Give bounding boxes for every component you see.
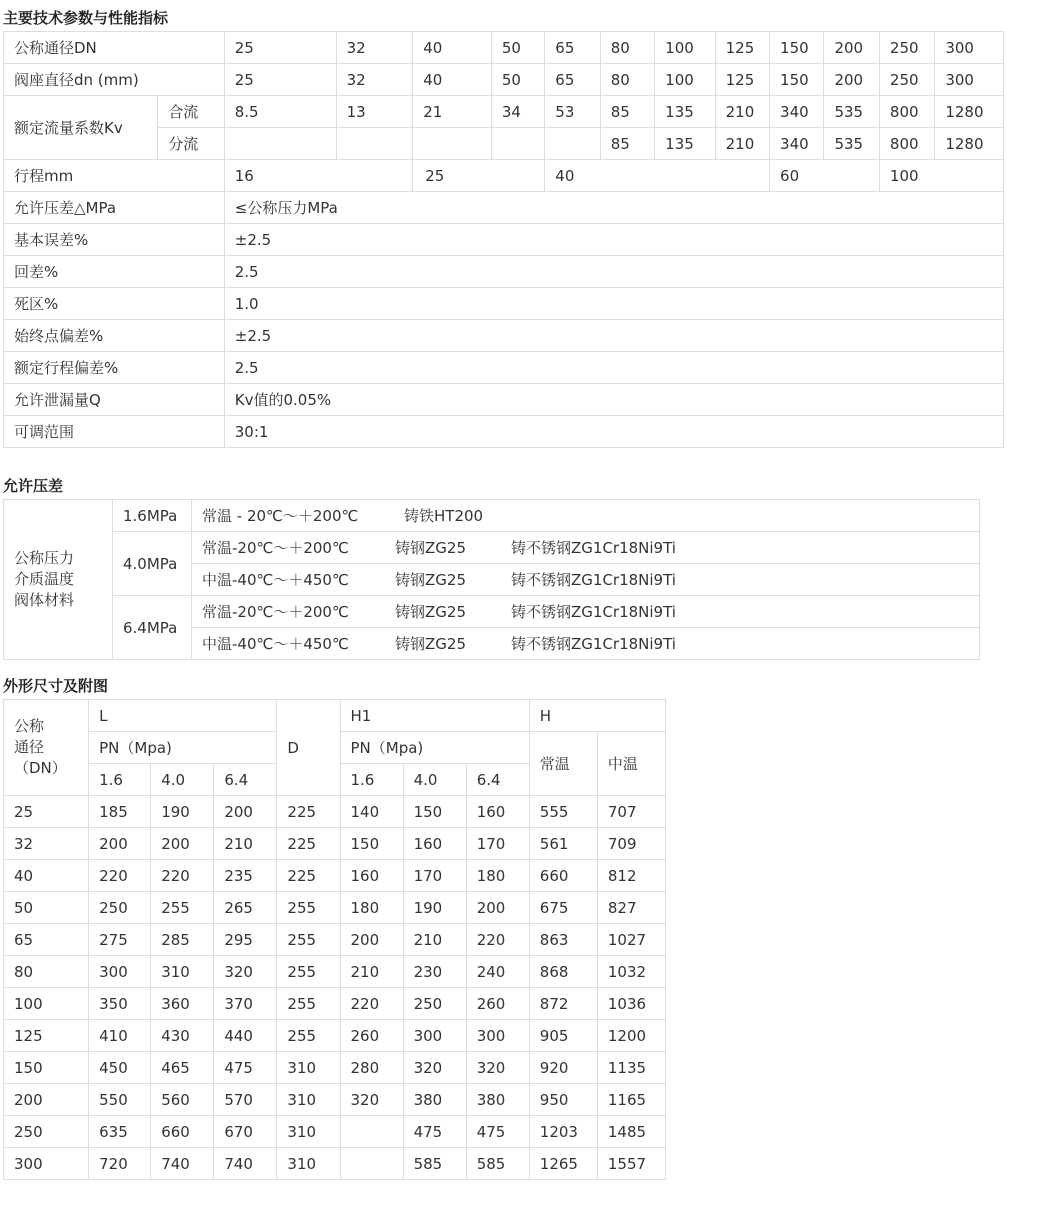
table-cell: 450	[89, 1052, 151, 1084]
table-cell: 950	[529, 1084, 597, 1116]
table-cell: 220	[151, 860, 214, 892]
table-cell: 255	[277, 892, 340, 924]
row-label: 始终点偏差%	[4, 320, 225, 352]
table-cell: 863	[529, 924, 597, 956]
seat-row	[4, 64, 1004, 96]
pressure-section-title: 允许压差	[3, 477, 64, 495]
table-row	[4, 1148, 666, 1180]
row-value: ≤公称压力MPa	[224, 192, 1003, 224]
medium-temp-header: 中温	[597, 732, 665, 796]
cell: 50	[491, 32, 544, 64]
material-1: 铸钢ZG25	[395, 603, 466, 621]
table-cell: 635	[89, 1116, 151, 1148]
row-label: 基本误差%	[4, 224, 225, 256]
normal-temp-header: 常温	[529, 732, 597, 796]
temp-range: 常温-20℃～＋200℃	[202, 539, 349, 557]
header-row	[4, 700, 666, 732]
table-cell: 475	[403, 1116, 466, 1148]
cell: 800	[879, 96, 934, 128]
table-cell: 1027	[597, 924, 665, 956]
table-cell: 1135	[597, 1052, 665, 1084]
cell	[413, 128, 492, 160]
table-cell: 32	[4, 828, 89, 860]
table-cell: 300	[466, 1020, 529, 1052]
cell: 1280	[935, 128, 1004, 160]
table-cell: 310	[277, 1116, 340, 1148]
table-cell: 555	[529, 796, 597, 828]
row-value: 2.5	[224, 352, 1003, 384]
material-1: 铸钢ZG25	[395, 539, 466, 557]
dimension-section-title: 外形尺寸及附图	[3, 677, 109, 695]
cell: 25	[413, 160, 545, 192]
cell: 150	[770, 64, 824, 96]
pressure-line	[192, 564, 980, 596]
table-cell: 709	[597, 828, 665, 860]
cell: 85	[600, 96, 654, 128]
cell: 535	[824, 96, 879, 128]
table-cell: 585	[466, 1148, 529, 1180]
label-body-material: 阀体材料	[14, 591, 75, 609]
table-cell: 300	[4, 1148, 89, 1180]
table-cell: 160	[340, 860, 403, 892]
table-cell: 250	[89, 892, 151, 924]
table-cell: 225	[277, 860, 340, 892]
table-cell: 225	[277, 796, 340, 828]
cell: 32	[336, 32, 413, 64]
cell: 13	[336, 96, 413, 128]
h-header: H	[529, 700, 665, 732]
table-cell: 275	[89, 924, 151, 956]
material-2: 铸不锈钢ZG1Cr18Ni9Ti	[511, 539, 676, 557]
pn-value: 1.6	[340, 764, 403, 796]
row-value: 2.5	[224, 256, 1003, 288]
row-label: 允许压差△MPa	[4, 192, 225, 224]
table-cell: 561	[529, 828, 597, 860]
table-cell: 265	[214, 892, 277, 924]
table-cell: 170	[403, 860, 466, 892]
table-cell: 255	[277, 956, 340, 988]
pn-value: 4.0	[403, 764, 466, 796]
table-cell: 200	[340, 924, 403, 956]
param-row	[4, 288, 1004, 320]
cell: 34	[491, 96, 544, 128]
temp-range: 中温-40℃～＋450℃	[202, 635, 349, 653]
table-cell: 570	[214, 1084, 277, 1116]
label-nominal-pressure: 公称压力	[14, 549, 75, 567]
cell: 32	[336, 64, 413, 96]
cell: 250	[879, 32, 934, 64]
table-cell: 200	[151, 828, 214, 860]
cell: 200	[824, 64, 879, 96]
d-header: D	[277, 700, 340, 796]
table-cell: 740	[151, 1148, 214, 1180]
param-row	[4, 224, 1004, 256]
cell: 80	[600, 64, 654, 96]
table-row	[4, 796, 666, 828]
material-2: 铸不锈钢ZG1Cr18Ni9Ti	[511, 603, 676, 621]
table-cell: 160	[403, 828, 466, 860]
pressure-line	[192, 628, 980, 660]
pressure-line	[192, 500, 980, 532]
dn-row	[4, 32, 1004, 64]
pressure-value: 1.6MPa	[113, 500, 192, 532]
table-cell: 285	[151, 924, 214, 956]
cell: 40	[413, 32, 492, 64]
pressure-line	[192, 532, 980, 564]
param-row	[4, 416, 1004, 448]
table-cell: 170	[466, 828, 529, 860]
material-2: 铸不锈钢ZG1Cr18Ni9Ti	[511, 571, 676, 589]
table-cell: 360	[151, 988, 214, 1020]
kv-merge-row	[4, 96, 1004, 128]
table-cell: 430	[151, 1020, 214, 1052]
row-label: 死区%	[4, 288, 225, 320]
table-cell: 160	[466, 796, 529, 828]
temp-range: 常温 - 20℃～＋200℃	[202, 507, 359, 525]
dimension-table	[3, 699, 666, 1180]
param-row	[4, 384, 1004, 416]
table-cell: 150	[4, 1052, 89, 1084]
table-cell: 440	[214, 1020, 277, 1052]
kv-label: 额定流量系数Kv	[4, 96, 158, 160]
table-row	[4, 956, 666, 988]
param-row	[4, 192, 1004, 224]
table-cell: 65	[4, 924, 89, 956]
cell: 210	[715, 128, 769, 160]
cell: 135	[655, 96, 715, 128]
cell	[491, 128, 544, 160]
table-cell: 220	[340, 988, 403, 1020]
row-label: 额定行程偏差%	[4, 352, 225, 384]
table-cell: 350	[89, 988, 151, 1020]
cell: 135	[655, 128, 715, 160]
table-cell: 720	[89, 1148, 151, 1180]
table-row	[4, 892, 666, 924]
cell: 85	[600, 128, 654, 160]
material-1: 铸钢ZG25	[395, 571, 466, 589]
pn-header: PN（Mpa)	[340, 732, 529, 764]
temp-range: 中温-40℃～＋450℃	[202, 571, 349, 589]
h1-header: H1	[340, 700, 529, 732]
table-cell: 670	[214, 1116, 277, 1148]
table-cell: 225	[277, 828, 340, 860]
table-cell: 827	[597, 892, 665, 924]
table-cell: 25	[4, 796, 89, 828]
label-medium-temp: 介质温度	[14, 570, 75, 588]
cell: 100	[655, 32, 715, 64]
param-row	[4, 256, 1004, 288]
table-row	[4, 988, 666, 1020]
table-cell: 150	[403, 796, 466, 828]
cell: 65	[545, 64, 600, 96]
cell: 1280	[935, 96, 1004, 128]
table-cell: 660	[529, 860, 597, 892]
table-cell: 220	[89, 860, 151, 892]
table-cell: 200	[214, 796, 277, 828]
cell: 8.5	[224, 96, 336, 128]
table-row	[4, 1052, 666, 1084]
row-value: 1.0	[224, 288, 1003, 320]
table-cell: 868	[529, 956, 597, 988]
pressure-value: 6.4MPa	[113, 596, 192, 660]
cell: 125	[715, 64, 769, 96]
table-cell: 190	[403, 892, 466, 924]
table-cell: 320	[403, 1052, 466, 1084]
dn-header-line: 公称	[14, 717, 45, 735]
table-cell: 40	[4, 860, 89, 892]
table-row	[4, 1084, 666, 1116]
table-cell: 1557	[597, 1148, 665, 1180]
table-cell	[340, 1116, 403, 1148]
table-cell: 230	[403, 956, 466, 988]
cell: 53	[545, 96, 600, 128]
table-row	[4, 860, 666, 892]
table-cell: 310	[277, 1084, 340, 1116]
cell: 100	[879, 160, 1003, 192]
pn-value: 6.4	[466, 764, 529, 796]
table-cell: 1265	[529, 1148, 597, 1180]
cell: 50	[491, 64, 544, 96]
table-cell: 235	[214, 860, 277, 892]
table-cell: 1200	[597, 1020, 665, 1052]
table-cell: 300	[403, 1020, 466, 1052]
table-cell: 80	[4, 956, 89, 988]
table-cell: 255	[277, 988, 340, 1020]
row-label: 允许泄漏量Q	[4, 384, 225, 416]
cell: 340	[770, 96, 824, 128]
pn-value: 4.0	[151, 764, 214, 796]
cell: 25	[224, 32, 336, 64]
table-cell: 1485	[597, 1116, 665, 1148]
table-cell: 370	[214, 988, 277, 1020]
cell: 21	[413, 96, 492, 128]
table-cell: 310	[277, 1052, 340, 1084]
l-header: L	[89, 700, 277, 732]
table-row	[4, 1116, 666, 1148]
table-cell: 250	[403, 988, 466, 1020]
table-cell: 310	[151, 956, 214, 988]
table-cell: 660	[151, 1116, 214, 1148]
dn-header	[4, 700, 89, 796]
cell	[336, 128, 413, 160]
cell	[545, 128, 600, 160]
table-cell: 210	[403, 924, 466, 956]
table-cell: 295	[214, 924, 277, 956]
table-cell: 707	[597, 796, 665, 828]
cell: 210	[715, 96, 769, 128]
table-row	[4, 828, 666, 860]
table-cell: 740	[214, 1148, 277, 1180]
table-cell: 475	[466, 1116, 529, 1148]
table-cell: 550	[89, 1084, 151, 1116]
table-cell: 240	[466, 956, 529, 988]
pressure-row-label	[4, 500, 113, 660]
pressure-row	[4, 500, 980, 532]
table-cell: 260	[466, 988, 529, 1020]
dimension-body	[4, 796, 666, 1180]
pressure-line	[192, 596, 980, 628]
pressure-value: 4.0MPa	[113, 532, 192, 596]
table-cell: 410	[89, 1020, 151, 1052]
table-cell: 280	[340, 1052, 403, 1084]
material-1: 铸铁HT200	[404, 507, 484, 525]
table-cell: 220	[466, 924, 529, 956]
dn-header-line: 通径	[14, 738, 45, 756]
table-cell: 50	[4, 892, 89, 924]
table-cell: 675	[529, 892, 597, 924]
stroke-row	[4, 160, 1004, 192]
table-cell: 180	[340, 892, 403, 924]
table-cell: 380	[403, 1084, 466, 1116]
table-cell: 380	[466, 1084, 529, 1116]
material-1: 铸钢ZG25	[395, 635, 466, 653]
table-cell: 1032	[597, 956, 665, 988]
pn-value: 6.4	[214, 764, 277, 796]
row-value: ±2.5	[224, 320, 1003, 352]
table-cell: 200	[466, 892, 529, 924]
table-cell: 255	[151, 892, 214, 924]
spec-table	[3, 31, 1004, 448]
table-row	[4, 1020, 666, 1052]
cell: 40	[413, 64, 492, 96]
pressure-row	[4, 596, 980, 628]
table-cell: 260	[340, 1020, 403, 1052]
cell: 535	[824, 128, 879, 160]
cell: 300	[935, 32, 1004, 64]
table-cell: 465	[151, 1052, 214, 1084]
pressure-table	[3, 499, 980, 660]
row-label: 阀座直径dn (mm)	[4, 64, 225, 96]
dn-header-line: （DN）	[14, 759, 67, 777]
row-label: 可调范围	[4, 416, 225, 448]
cell: 25	[224, 64, 336, 96]
table-cell: 1165	[597, 1084, 665, 1116]
cell: 40	[545, 160, 770, 192]
spec-section-title: 主要技术参数与性能指标	[3, 9, 169, 27]
table-cell: 872	[529, 988, 597, 1020]
cell: 800	[879, 128, 934, 160]
table-cell: 475	[214, 1052, 277, 1084]
table-cell	[340, 1148, 403, 1180]
table-cell: 812	[597, 860, 665, 892]
cell: 200	[824, 32, 879, 64]
table-cell: 210	[214, 828, 277, 860]
cell	[224, 128, 336, 160]
cell: 80	[600, 32, 654, 64]
cell: 16	[224, 160, 413, 192]
cell: 340	[770, 128, 824, 160]
row-label: 公称通径DN	[4, 32, 225, 64]
table-cell: 920	[529, 1052, 597, 1084]
table-cell: 310	[277, 1148, 340, 1180]
table-cell: 905	[529, 1020, 597, 1052]
param-row	[4, 352, 1004, 384]
table-cell: 200	[89, 828, 151, 860]
table-cell: 1203	[529, 1116, 597, 1148]
table-cell: 320	[214, 956, 277, 988]
cell: 65	[545, 32, 600, 64]
table-cell: 180	[466, 860, 529, 892]
table-cell: 125	[4, 1020, 89, 1052]
cell: 300	[935, 64, 1004, 96]
row-label: 行程mm	[4, 160, 225, 192]
table-cell: 210	[340, 956, 403, 988]
table-cell: 150	[340, 828, 403, 860]
table-cell: 320	[466, 1052, 529, 1084]
table-cell: 1036	[597, 988, 665, 1020]
kv-merge-label: 合流	[158, 96, 225, 128]
row-value: ±2.5	[224, 224, 1003, 256]
table-cell: 100	[4, 988, 89, 1020]
pn-header: PN（Mpa)	[89, 732, 277, 764]
row-label: 回差%	[4, 256, 225, 288]
cell: 125	[715, 32, 769, 64]
cell: 60	[770, 160, 880, 192]
table-cell: 300	[89, 956, 151, 988]
table-cell: 320	[340, 1084, 403, 1116]
cell: 250	[879, 64, 934, 96]
table-cell: 255	[277, 1020, 340, 1052]
table-row	[4, 924, 666, 956]
material-2: 铸不锈钢ZG1Cr18Ni9Ti	[511, 635, 676, 653]
table-cell: 255	[277, 924, 340, 956]
pressure-row	[4, 532, 980, 564]
kv-split-label: 分流	[158, 128, 225, 160]
cell: 100	[655, 64, 715, 96]
row-value: Kv值的0.05%	[224, 384, 1003, 416]
cell: 150	[770, 32, 824, 64]
table-cell: 140	[340, 796, 403, 828]
table-cell: 250	[4, 1116, 89, 1148]
table-cell: 585	[403, 1148, 466, 1180]
table-cell: 200	[4, 1084, 89, 1116]
table-cell: 560	[151, 1084, 214, 1116]
temp-range: 常温-20℃～＋200℃	[202, 603, 349, 621]
table-cell: 185	[89, 796, 151, 828]
row-value: 30:1	[224, 416, 1003, 448]
param-row	[4, 320, 1004, 352]
pn-value: 1.6	[89, 764, 151, 796]
table-cell: 190	[151, 796, 214, 828]
